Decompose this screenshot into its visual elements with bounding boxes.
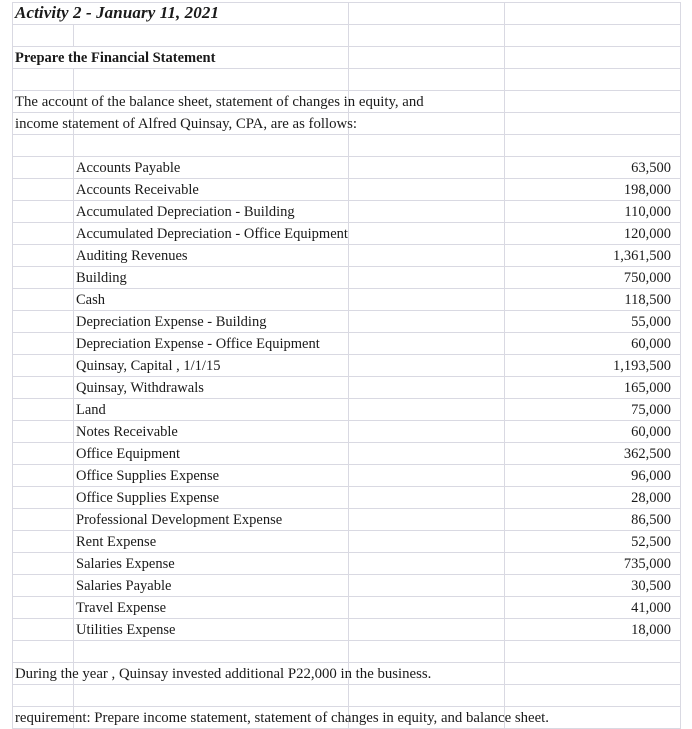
account-name: Office Supplies Expense <box>76 467 220 484</box>
cell-account-name[interactable] <box>74 421 349 443</box>
cell-intro-line-1[interactable] <box>13 91 424 113</box>
cell-account-name[interactable] <box>74 311 349 333</box>
row-intro-line-2 <box>13 113 681 135</box>
account-amount: 28,000 <box>631 489 671 506</box>
cell-blank[interactable] <box>349 443 505 465</box>
cell-account-amount[interactable] <box>505 179 681 201</box>
cell-blank[interactable] <box>349 25 505 47</box>
cell-blank[interactable] <box>349 377 505 399</box>
cell-account-amount[interactable] <box>505 245 681 267</box>
section-heading: Prepare the Financial Statement <box>15 49 216 66</box>
cell-blank[interactable] <box>505 47 681 69</box>
cell-blank[interactable] <box>505 3 681 25</box>
cell-account-amount[interactable] <box>505 311 681 333</box>
account-row <box>13 179 681 201</box>
cell-account-amount[interactable] <box>505 223 681 245</box>
account-name: Travel Expense <box>76 599 167 616</box>
cell-blank[interactable] <box>349 47 505 69</box>
cell-account-name[interactable] <box>74 355 349 377</box>
cell-blank[interactable] <box>349 179 505 201</box>
account-row <box>13 289 681 311</box>
account-name: Auditing Revenues <box>76 247 188 264</box>
account-name: Building <box>76 269 127 286</box>
cell-account-name[interactable] <box>74 245 349 267</box>
cell-account-name[interactable] <box>74 487 349 509</box>
cell-blank[interactable] <box>505 113 681 135</box>
account-row <box>13 619 681 641</box>
cell-account-amount[interactable] <box>505 443 681 465</box>
cell-account-name[interactable] <box>74 157 349 179</box>
account-name: Salaries Payable <box>76 577 172 594</box>
account-row <box>13 245 681 267</box>
cell-blank[interactable] <box>13 509 74 531</box>
cell-blank[interactable] <box>13 553 74 575</box>
cell-blank[interactable] <box>349 355 505 377</box>
account-row <box>13 465 681 487</box>
account-row <box>13 311 681 333</box>
cell-blank[interactable] <box>349 113 505 135</box>
account-row <box>13 157 681 179</box>
cell-blank[interactable] <box>13 179 74 201</box>
cell-account-amount[interactable] <box>505 553 681 575</box>
cell-blank[interactable] <box>74 641 349 663</box>
note-requirement: requirement: Prepare income statement, statement of changes in equity, and balance sheet. <box>15 709 549 726</box>
account-row <box>13 377 681 399</box>
cell-account-amount[interactable] <box>505 201 681 223</box>
account-amount: 41,000 <box>631 599 671 616</box>
account-row <box>13 267 681 289</box>
account-row <box>13 333 681 355</box>
cell-blank[interactable] <box>505 69 681 91</box>
account-amount: 52,500 <box>631 533 671 550</box>
cell-blank[interactable] <box>13 377 74 399</box>
account-row <box>13 223 681 245</box>
cell-blank[interactable] <box>349 641 505 663</box>
cell-blank[interactable] <box>13 245 74 267</box>
cell-account-amount[interactable] <box>505 421 681 443</box>
cell-blank[interactable] <box>13 641 74 663</box>
cell-blank[interactable] <box>13 355 74 377</box>
document-title: Activity 2 - January 11, 2021 <box>15 3 220 22</box>
cell-account-name[interactable] <box>74 201 349 223</box>
cell-blank[interactable] <box>13 267 74 289</box>
cell-blank[interactable] <box>349 267 505 289</box>
account-row <box>13 575 681 597</box>
account-amount: 735,000 <box>623 555 671 572</box>
cell-account-amount[interactable] <box>505 531 681 553</box>
cell-intro-line-2[interactable] <box>13 113 358 135</box>
cell-account-amount[interactable] <box>505 597 681 619</box>
cell-blank[interactable] <box>13 201 74 223</box>
account-name: Notes Receivable <box>76 423 178 440</box>
cell-blank[interactable] <box>13 157 74 179</box>
account-amount: 30,500 <box>631 577 671 594</box>
cell-blank[interactable] <box>505 91 681 113</box>
account-amount: 60,000 <box>631 423 671 440</box>
cell-blank[interactable] <box>349 487 505 509</box>
account-row <box>13 553 681 575</box>
row-spacer <box>13 641 681 663</box>
cell-blank[interactable] <box>349 597 505 619</box>
account-amount: 63,500 <box>631 159 671 176</box>
cell-blank[interactable] <box>349 465 505 487</box>
intro-line-2: income statement of Alfred Quinsay, CPA, are as follows: <box>15 115 358 132</box>
account-amount: 165,000 <box>623 379 671 396</box>
row-note-requirement <box>13 707 681 729</box>
account-name: Quinsay, Capital , 1/1/15 <box>76 357 221 374</box>
row-spacer <box>13 685 681 707</box>
cell-blank[interactable] <box>13 531 74 553</box>
account-amount: 198,000 <box>623 181 671 198</box>
worksheet-body <box>13 3 681 729</box>
cell-blank[interactable] <box>349 333 505 355</box>
cell-account-name[interactable] <box>74 289 349 311</box>
account-row <box>13 355 681 377</box>
account-name: Professional Development Expense <box>76 511 283 528</box>
cell-account-name[interactable] <box>74 509 349 531</box>
cell-blank[interactable] <box>13 311 74 333</box>
cell-section-heading[interactable] <box>13 47 349 69</box>
cell-account-amount[interactable] <box>505 355 681 377</box>
cell-account-amount[interactable] <box>505 487 681 509</box>
cell-blank[interactable] <box>13 465 74 487</box>
cell-account-amount[interactable] <box>505 465 681 487</box>
account-name: Salaries Expense <box>76 555 175 572</box>
cell-blank[interactable] <box>505 663 681 685</box>
account-amount: 750,000 <box>623 269 671 286</box>
account-name: Accounts Payable <box>76 159 181 176</box>
account-amount: 120,000 <box>623 225 671 242</box>
cell-account-name[interactable] <box>74 597 349 619</box>
account-name: Land <box>76 401 106 418</box>
account-name: Cash <box>76 291 105 308</box>
cell-blank[interactable] <box>74 69 349 91</box>
account-name: Accounts Receivable <box>76 181 199 198</box>
account-amount: 86,500 <box>631 511 671 528</box>
account-amount: 60,000 <box>631 335 671 352</box>
account-amount: 1,193,500 <box>613 357 671 374</box>
account-name: Utilities Expense <box>76 621 176 638</box>
cell-account-name[interactable] <box>74 465 349 487</box>
account-name: Depreciation Expense - Building <box>76 313 267 330</box>
cell-account-name[interactable] <box>74 399 349 421</box>
cell-account-amount[interactable] <box>505 289 681 311</box>
cell-blank[interactable] <box>349 531 505 553</box>
account-name: Accumulated Depreciation - Building <box>76 203 295 220</box>
cell-account-name[interactable] <box>74 531 349 553</box>
cell-blank[interactable] <box>349 157 505 179</box>
cell-account-name[interactable] <box>74 333 349 355</box>
account-amount: 110,000 <box>624 203 671 220</box>
cell-blank[interactable] <box>13 289 74 311</box>
cell-account-name[interactable] <box>74 619 349 641</box>
cell-account-amount[interactable] <box>505 157 681 179</box>
cell-account-amount[interactable] <box>505 267 681 289</box>
account-row <box>13 399 681 421</box>
cell-blank[interactable] <box>13 487 74 509</box>
cell-blank[interactable] <box>13 399 74 421</box>
cell-blank[interactable] <box>13 135 74 157</box>
cell-account-name[interactable] <box>74 179 349 201</box>
row-spacer <box>13 135 681 157</box>
cell-account-amount[interactable] <box>505 575 681 597</box>
cell-note-investment[interactable] <box>13 663 432 685</box>
account-row <box>13 531 681 553</box>
cell-blank[interactable] <box>349 245 505 267</box>
cell-blank[interactable] <box>13 597 74 619</box>
cell-account-name[interactable] <box>74 377 349 399</box>
cell-account-name[interactable] <box>74 575 349 597</box>
cell-blank[interactable] <box>349 553 505 575</box>
account-amount: 75,000 <box>631 401 671 418</box>
cell-blank[interactable] <box>13 685 74 707</box>
account-row <box>13 487 681 509</box>
account-amount: 1,361,500 <box>613 247 671 264</box>
cell-account-amount[interactable] <box>505 333 681 355</box>
account-name: Office Supplies Expense <box>76 489 220 506</box>
account-name: Depreciation Expense - Office Equipment <box>76 335 320 352</box>
cell-blank[interactable] <box>505 641 681 663</box>
row-intro-line-1 <box>13 91 681 113</box>
intro-line-1: The account of the balance sheet, statement of changes in equity, and <box>15 93 424 110</box>
cell-blank[interactable] <box>349 135 505 157</box>
cell-blank[interactable] <box>349 399 505 421</box>
cell-account-amount[interactable] <box>505 377 681 399</box>
cell-blank[interactable] <box>13 575 74 597</box>
cell-blank[interactable] <box>349 311 505 333</box>
cell-blank[interactable] <box>505 135 681 157</box>
cell-blank[interactable] <box>349 223 505 245</box>
row-spacer <box>13 69 681 91</box>
cell-blank[interactable] <box>349 3 505 25</box>
cell-account-amount[interactable] <box>505 619 681 641</box>
account-amount: 362,500 <box>623 445 671 462</box>
cell-account-name[interactable] <box>74 553 349 575</box>
cell-blank[interactable] <box>13 443 74 465</box>
row-spacer <box>13 25 681 47</box>
account-row <box>13 421 681 443</box>
cell-blank[interactable] <box>74 685 349 707</box>
account-name: Rent Expense <box>76 533 157 550</box>
account-name: Office Equipment <box>76 445 181 462</box>
account-row <box>13 509 681 531</box>
worksheet-grid <box>12 2 681 729</box>
note-investment: During the year , Quinsay invested additional P22,000 in the business. <box>15 665 432 682</box>
cell-blank[interactable] <box>13 25 74 47</box>
cell-blank[interactable] <box>349 289 505 311</box>
cell-account-amount[interactable] <box>505 399 681 421</box>
account-amount: 118,500 <box>624 291 671 308</box>
cell-blank[interactable] <box>349 201 505 223</box>
account-amount: 55,000 <box>631 313 671 330</box>
cell-account-name[interactable] <box>74 267 349 289</box>
cell-blank[interactable] <box>349 619 505 641</box>
account-name: Accumulated Depreciation - Office Equipment <box>76 225 348 242</box>
cell-account-name[interactable] <box>74 223 349 245</box>
account-amount: 18,000 <box>631 621 671 638</box>
cell-note-requirement[interactable] <box>13 707 549 729</box>
account-row <box>13 201 681 223</box>
row-title <box>13 3 681 25</box>
cell-account-name[interactable] <box>74 443 349 465</box>
account-row <box>13 443 681 465</box>
row-note-investment <box>13 663 681 685</box>
cell-blank[interactable] <box>349 575 505 597</box>
cell-blank[interactable] <box>349 685 505 707</box>
cell-blank[interactable] <box>13 333 74 355</box>
cell-blank[interactable] <box>13 223 74 245</box>
cell-blank[interactable] <box>349 509 505 531</box>
cell-blank[interactable] <box>13 69 74 91</box>
account-name: Quinsay, Withdrawals <box>76 379 204 396</box>
row-section-heading <box>13 47 681 69</box>
cell-blank[interactable] <box>74 135 349 157</box>
cell-blank[interactable] <box>13 619 74 641</box>
cell-blank[interactable] <box>349 69 505 91</box>
cell-blank[interactable] <box>349 421 505 443</box>
cell-account-amount[interactable] <box>505 509 681 531</box>
cell-blank[interactable] <box>74 25 349 47</box>
account-row <box>13 597 681 619</box>
account-amount: 96,000 <box>631 467 671 484</box>
cell-blank[interactable] <box>13 421 74 443</box>
cell-document-title[interactable] <box>13 3 349 25</box>
cell-blank[interactable] <box>505 25 681 47</box>
cell-blank[interactable] <box>505 685 681 707</box>
